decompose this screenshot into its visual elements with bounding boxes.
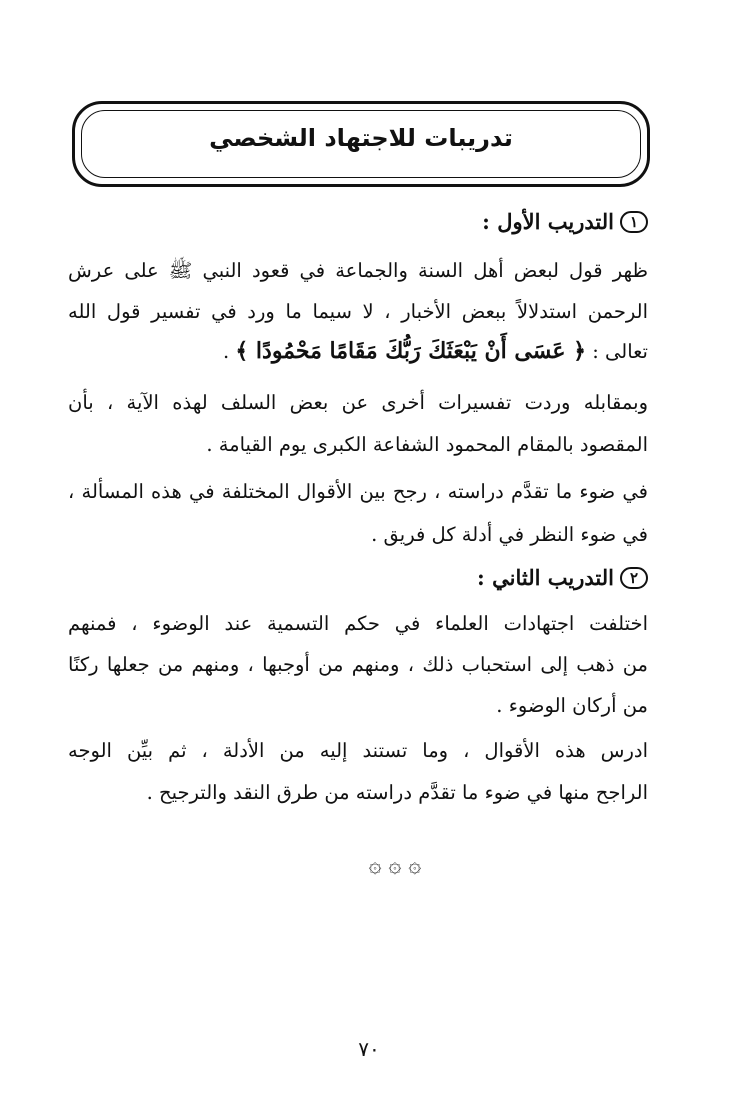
section-ornament <box>0 853 738 883</box>
ornament-stars: ۞ ۞ ۞ <box>368 853 422 878</box>
training1-line-7: في ضوء النظر في أدلة كل فريق . <box>371 523 648 546</box>
training2-line-5: الراجح منها في ضوء ما تقدَّم دراسته من طرق النقد والترجيح . <box>146 781 648 804</box>
title-frame <box>72 101 650 187</box>
training2-number-badge: ٢ <box>620 567 648 589</box>
training2-heading <box>68 567 648 589</box>
verse-end-period: . <box>222 340 230 363</box>
training1-number-badge: ١ <box>620 211 648 233</box>
quran-verse: ﴿ عَسَى أَنْ يَبْعَثَكَ رَبُّكَ مَقَامًا مَحْمُودًا ﴾ <box>235 338 587 364</box>
training2-line-1: اختلفت اجتهادات العلماء في حكم التسمية عند الوضوء ، فمنهم <box>68 612 648 635</box>
training2-line-3: من أركان الوضوء . <box>496 694 648 717</box>
training1-line-3-lead: تعالى : <box>592 340 648 363</box>
training1-line-2: الرحمن استدلالاً ببعض الأخبار ، لا سيما ما ورد في تفسير قول الله <box>68 300 648 323</box>
training1-line-4: وبمقابله وردت تفسيرات أخرى عن بعض السلف لهذه الآية ، بأن <box>68 391 648 414</box>
page-number: ٧٠ <box>358 1037 380 1061</box>
training1-line-5: المقصود بالمقام المحمود الشفاعة الكبرى يوم القيامة . <box>206 433 648 456</box>
training2-line-2: من ذهب إلى استحباب ذلك ، ومنهم من أوجبها ، ومنهم من جعلها ركنًا <box>68 653 648 676</box>
training1-line-1: ظهر قول لبعض أهل السنة والجماعة في قعود النبي ﷺ على عرش <box>68 259 648 282</box>
page-title: تدريبات للاجتهاد الشخصي <box>209 124 513 152</box>
training2-line-4: ادرس هذه الأقوال ، وما تستند إليه من الأدلة ، ثم بيِّن الوجه <box>68 739 648 762</box>
training1-line-3 <box>68 340 648 362</box>
training1-line-6: في ضوء ما تقدَّم دراسته ، رجح بين الأقوال المختلفة في هذه المسألة ، <box>68 480 648 503</box>
training2-heading-text: التدريب الثاني : <box>477 565 614 590</box>
training1-heading <box>68 211 648 233</box>
training1-heading-text: التدريب الأول : <box>482 209 614 234</box>
